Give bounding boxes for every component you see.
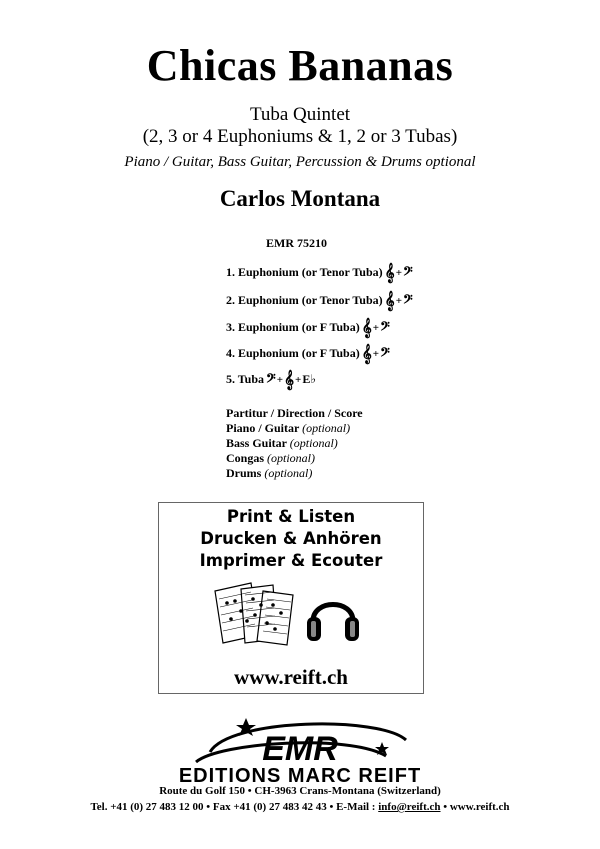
clef-group bbox=[361, 317, 390, 338]
contact-website: • www.reift.ch bbox=[440, 801, 510, 813]
bass-clef-icon: 𝄢 bbox=[266, 370, 276, 389]
website-link[interactable]: www.reift.ch bbox=[234, 665, 348, 689]
score-name: Congas bbox=[226, 451, 265, 465]
part-label: 3. Euphonium (or F Tuba) bbox=[226, 320, 360, 334]
bass-clef-icon: 𝄢 bbox=[380, 344, 390, 363]
part-label: 1. Euphonium (or Tenor Tuba) bbox=[226, 265, 383, 279]
promo-line-english: Print & Listen bbox=[226, 507, 356, 526]
score-note: (optional) bbox=[302, 421, 351, 435]
plus-sign: + bbox=[372, 347, 380, 360]
plus-sign: + bbox=[372, 321, 380, 334]
treble-clef-icon: 𝄞 bbox=[384, 290, 395, 311]
plus-sign: + bbox=[395, 294, 402, 307]
plus-sign: + bbox=[395, 266, 402, 279]
part-item bbox=[226, 290, 413, 311]
clef-group bbox=[384, 290, 413, 311]
plus-sign: + bbox=[276, 373, 283, 386]
logo-mark: EMR bbox=[262, 730, 338, 768]
score-name: Partitur / Direction / Score bbox=[226, 406, 363, 420]
score-item bbox=[226, 406, 363, 421]
publisher-contact bbox=[0, 801, 600, 813]
plus-sign: + bbox=[295, 373, 302, 386]
part-item bbox=[226, 262, 413, 283]
clef-group bbox=[361, 343, 390, 364]
publisher-address: Route du Golf 150 • CH-3963 Crans-Montana (Switzerland) bbox=[159, 785, 441, 797]
sheet-music-icon bbox=[211, 581, 297, 647]
score-note: (optional) bbox=[289, 436, 338, 450]
part-label: 2. Euphonium (or Tenor Tuba) bbox=[226, 293, 383, 307]
score-item bbox=[226, 466, 363, 481]
score-note: (optional) bbox=[264, 466, 313, 480]
publisher-name: EDITIONS MARC REIFT bbox=[178, 765, 422, 787]
score-list bbox=[226, 406, 363, 481]
score-item bbox=[226, 451, 363, 466]
email-link[interactable]: info@reift.ch bbox=[378, 801, 441, 813]
treble-clef-icon: 𝄞 bbox=[361, 343, 372, 364]
composer-name: Carlos Montana bbox=[219, 186, 381, 211]
score-title: Chicas Bananas bbox=[146, 41, 454, 90]
clef-group bbox=[266, 369, 316, 390]
treble-clef-icon: 𝄞 bbox=[384, 262, 395, 283]
treble-clef-icon: 𝄞 bbox=[361, 317, 372, 338]
bass-clef-icon: 𝄢 bbox=[380, 318, 390, 337]
instrumentation: (2, 3 or 4 Euphoniums & 1, 2 or 3 Tubas) bbox=[142, 126, 458, 147]
score-item bbox=[226, 436, 363, 451]
eb-label: E♭ bbox=[302, 372, 316, 386]
score-note: (optional) bbox=[267, 451, 316, 465]
catalog-number: EMR 75210 bbox=[266, 236, 327, 250]
score-name: Piano / Guitar bbox=[226, 421, 300, 435]
bass-clef-icon: 𝄢 bbox=[402, 291, 413, 310]
part-item bbox=[226, 343, 390, 364]
part-item bbox=[226, 317, 390, 338]
part-item bbox=[226, 369, 316, 390]
bass-clef-icon: 𝄢 bbox=[402, 263, 413, 282]
score-name: Bass Guitar bbox=[226, 436, 287, 450]
clef-group bbox=[384, 262, 413, 283]
optional-instruments: Piano / Guitar, Bass Guitar, Percussion & Drums optional bbox=[124, 154, 476, 170]
promo-line-french: Imprimer & Ecouter bbox=[199, 551, 383, 570]
headphones-icon bbox=[305, 587, 361, 645]
ensemble-type: Tuba Quintet bbox=[249, 104, 351, 125]
contact-phone-fax: Tel. +41 (0) 27 483 12 00 • Fax +41 (0) 27 483 42 43 • E-Mail : bbox=[90, 801, 379, 813]
part-label: 4. Euphonium (or F Tuba) bbox=[226, 346, 360, 360]
score-name: Drums bbox=[226, 466, 262, 480]
print-listen-box bbox=[158, 502, 424, 694]
score-item bbox=[226, 421, 363, 436]
promo-line-german: Drucken & Anhören bbox=[200, 529, 382, 548]
treble-clef-icon: 𝄞 bbox=[283, 369, 295, 390]
part-label: 5. Tuba bbox=[226, 372, 265, 386]
